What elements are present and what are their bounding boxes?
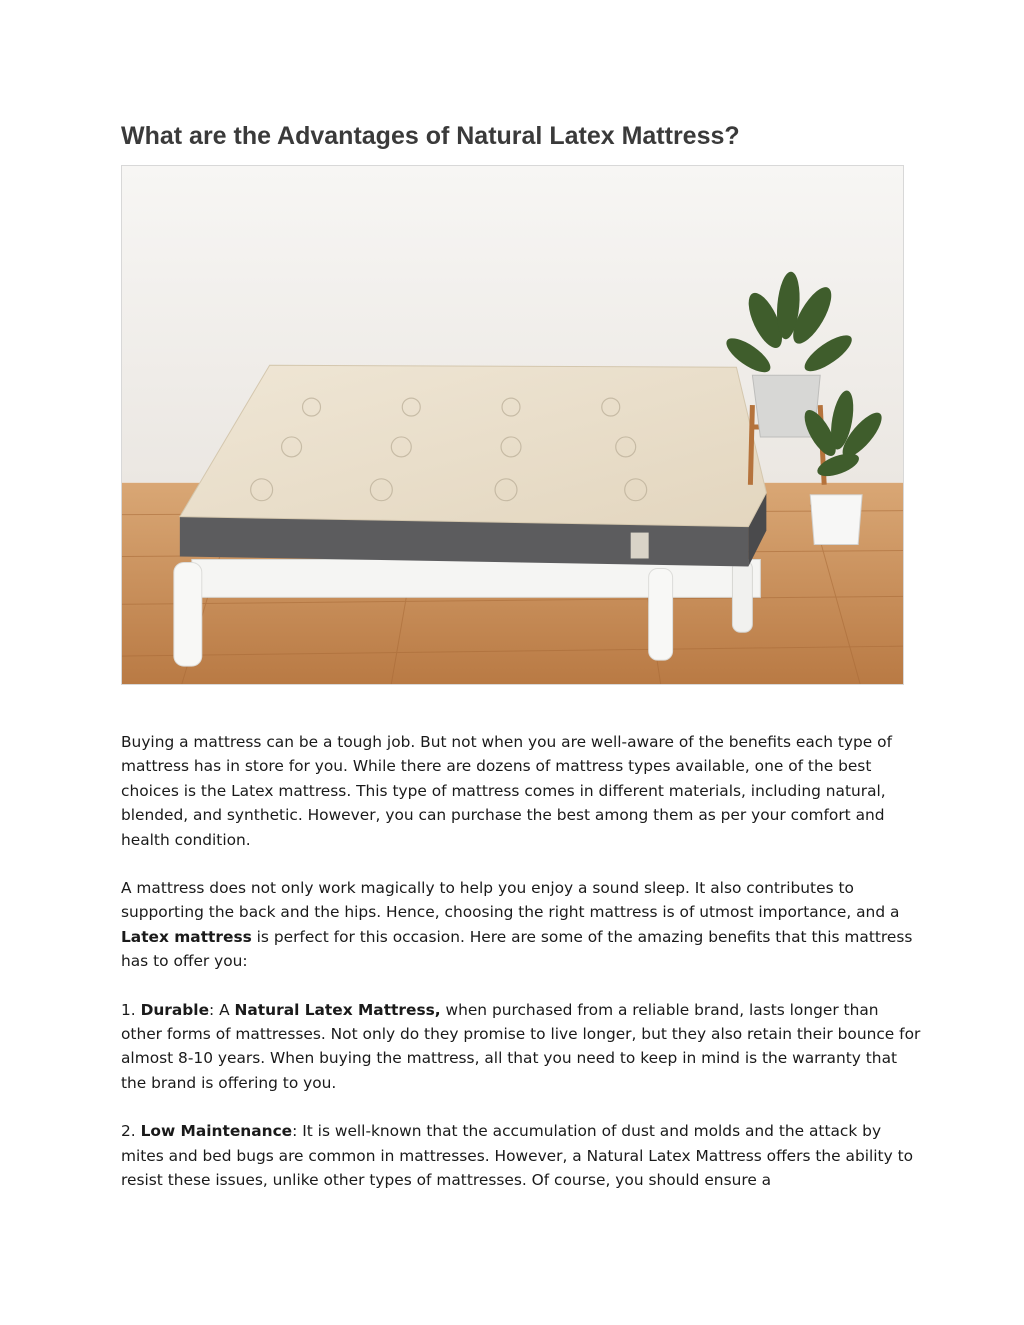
plant-pot-small [810,495,862,545]
page-title: What are the Advantages of Natural Latex Mattress? [121,122,740,150]
item-heading-durable: Durable [140,1000,210,1019]
list-item-durable: 1. Durable: A Natural Latex Mattress, when purchased from a reliable brand, lasts longer than other forms of mattresses. Not only do they promise to live longer, but they also retain their bounce for almost 8-10 years. When buying the mattress, all that you need to keep in mind is the warranty that the brand is offering to you. [121,1000,921,1092]
natural-latex-mattress-term: Natural Latex Mattress, [234,1000,441,1019]
mattress-photo [121,165,904,685]
paragraph-intro: Buying a mattress can be a tough job. But not when you are well-aware of the benefits each type of mattress has in store for you. While there are dozens of mattress types available, one of the best choices is the Latex mattress. This type of mattress comes in different materials, including natural, blended, and synthetic. However, you can purchase the best among them as per your comfort and health condition. [121,733,892,849]
latex-mattress-term: Latex mattress [121,927,252,946]
mattress-top [180,365,766,526]
paragraph-benefits-intro: A mattress does not only work magically to help you enjoy a sound sleep. It also contributes to supporting the back and the hips. Hence, choosing the right mattress is of utmost importance, and a Latex mattress is perfect for this occasion. Here are some of the amazing benefits that this mattress has to offer you: [121,879,913,971]
item-heading-low-maintenance: Low Maintenance [140,1122,293,1141]
article-body [121,730,921,1217]
mattress-illustration [122,166,903,684]
list-item-low-maintenance: 2. Low Maintenance: It is well-known that the accumulation of dust and molds and the attack by mites and bed bugs are common in mattresses. However, a Natural Latex Mattress offers the ability to resist these issues, unlike other types of mattresses. Of course, you should ensure a [121,1122,914,1190]
